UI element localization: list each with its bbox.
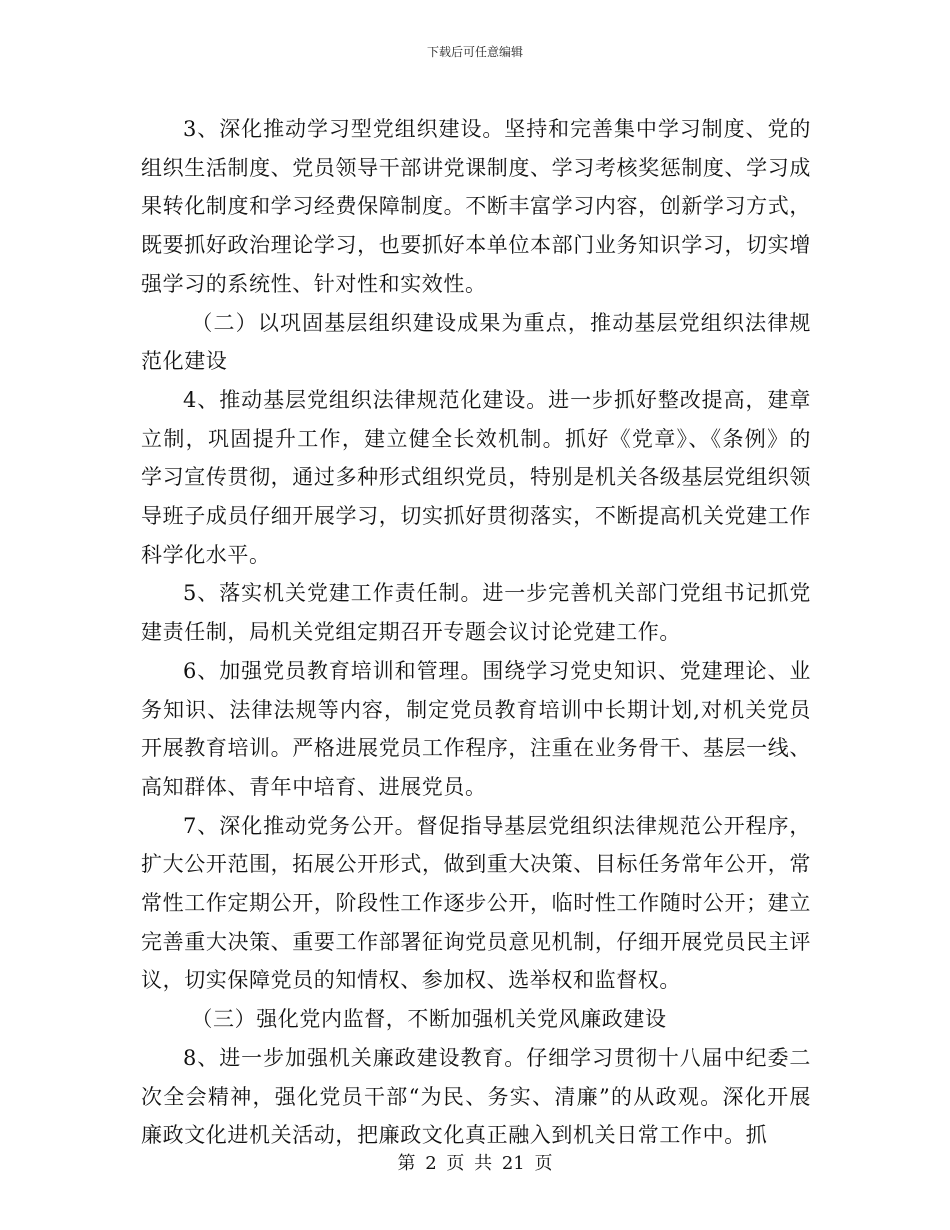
paragraph-item-6: 6、加强党员教育培训和管理。围绕学习党史知识、党建理论、业务知识、法律法规等内容，制定党员教育培训中长期计划,对机关党员开展教育培训。严格进展党员工作程序，注重在业务骨干、基层一线、高知群体、青年中培育、进展党员。 — [141, 658, 811, 799]
section-heading-2: （二）以巩固基层组织建设成果为重点，推动基层党组织法律规范化建设 — [141, 310, 811, 374]
page-header: 下载后可任意编辑 — [426, 45, 523, 59]
paragraph-item-5: 5、落实机关党建工作责任制。进一步完善机关部门党组书记抓党建责任制，局机关党组定期召开专题会议讨论党建工作。 — [141, 581, 811, 645]
paragraph-item-8: 8、进一步加强机关廉政建设教育。仔细学习贯彻十八届中纪委二次全会精神，强化党员干部“为民、务实、清廉”的从政观。深化开展廉政文化进机关活动，把廉政文化真正融入到机关日常工作中。抓 — [141, 1045, 811, 1148]
section-heading-3: （三）强化党内监督，不断加强机关党风廉政建设 — [191, 1007, 667, 1032]
paragraph-item-3: 3、深化推动学习型党组织建设。坚持和完善集中学习制度、党的组织生活制度、党员领导干部讲党课制度、学习考核奖惩制度、学习成果转化制度和学习经费保障制度。不断丰富学习内容，创新学习方式，既要抓好政治理论学习，也要抓好本单位本部门业务知识学习，切实增强学习的系统性、针对性和实效性。 — [141, 117, 811, 296]
paragraph-item-7: 7、深化推动党务公开。督促指导基层党组织法律规范公开程序，扩大公开范围，拓展公开形式，做到重大决策、目标任务常年公开，常常性工作定期公开，阶段性工作逐步公开，临时性工作随时公开；建立完善重大决策、重要工作部署征询党员意见机制，仔细开展党员民主评议，切实保障党员的知情权、参加权、选举权和监督权。 — [141, 813, 811, 993]
document-body — [141, 110, 811, 1155]
paragraph-item-4: 4、推动基层党组织法律规范化建设。进一步抓好整改提高，建章立制，巩固提升工作，建立健全长效机制。抓好《党章》、《条例》的学习宣传贯彻，通过多种形式组织党员，特别是机关各级基层党组织领导班子成员仔细开展学习，切实抓好贯彻落实，不断提高机关党建工作科学化水平。 — [141, 387, 811, 567]
page-number: 第 2 页 共 21 页 — [397, 1153, 553, 1174]
